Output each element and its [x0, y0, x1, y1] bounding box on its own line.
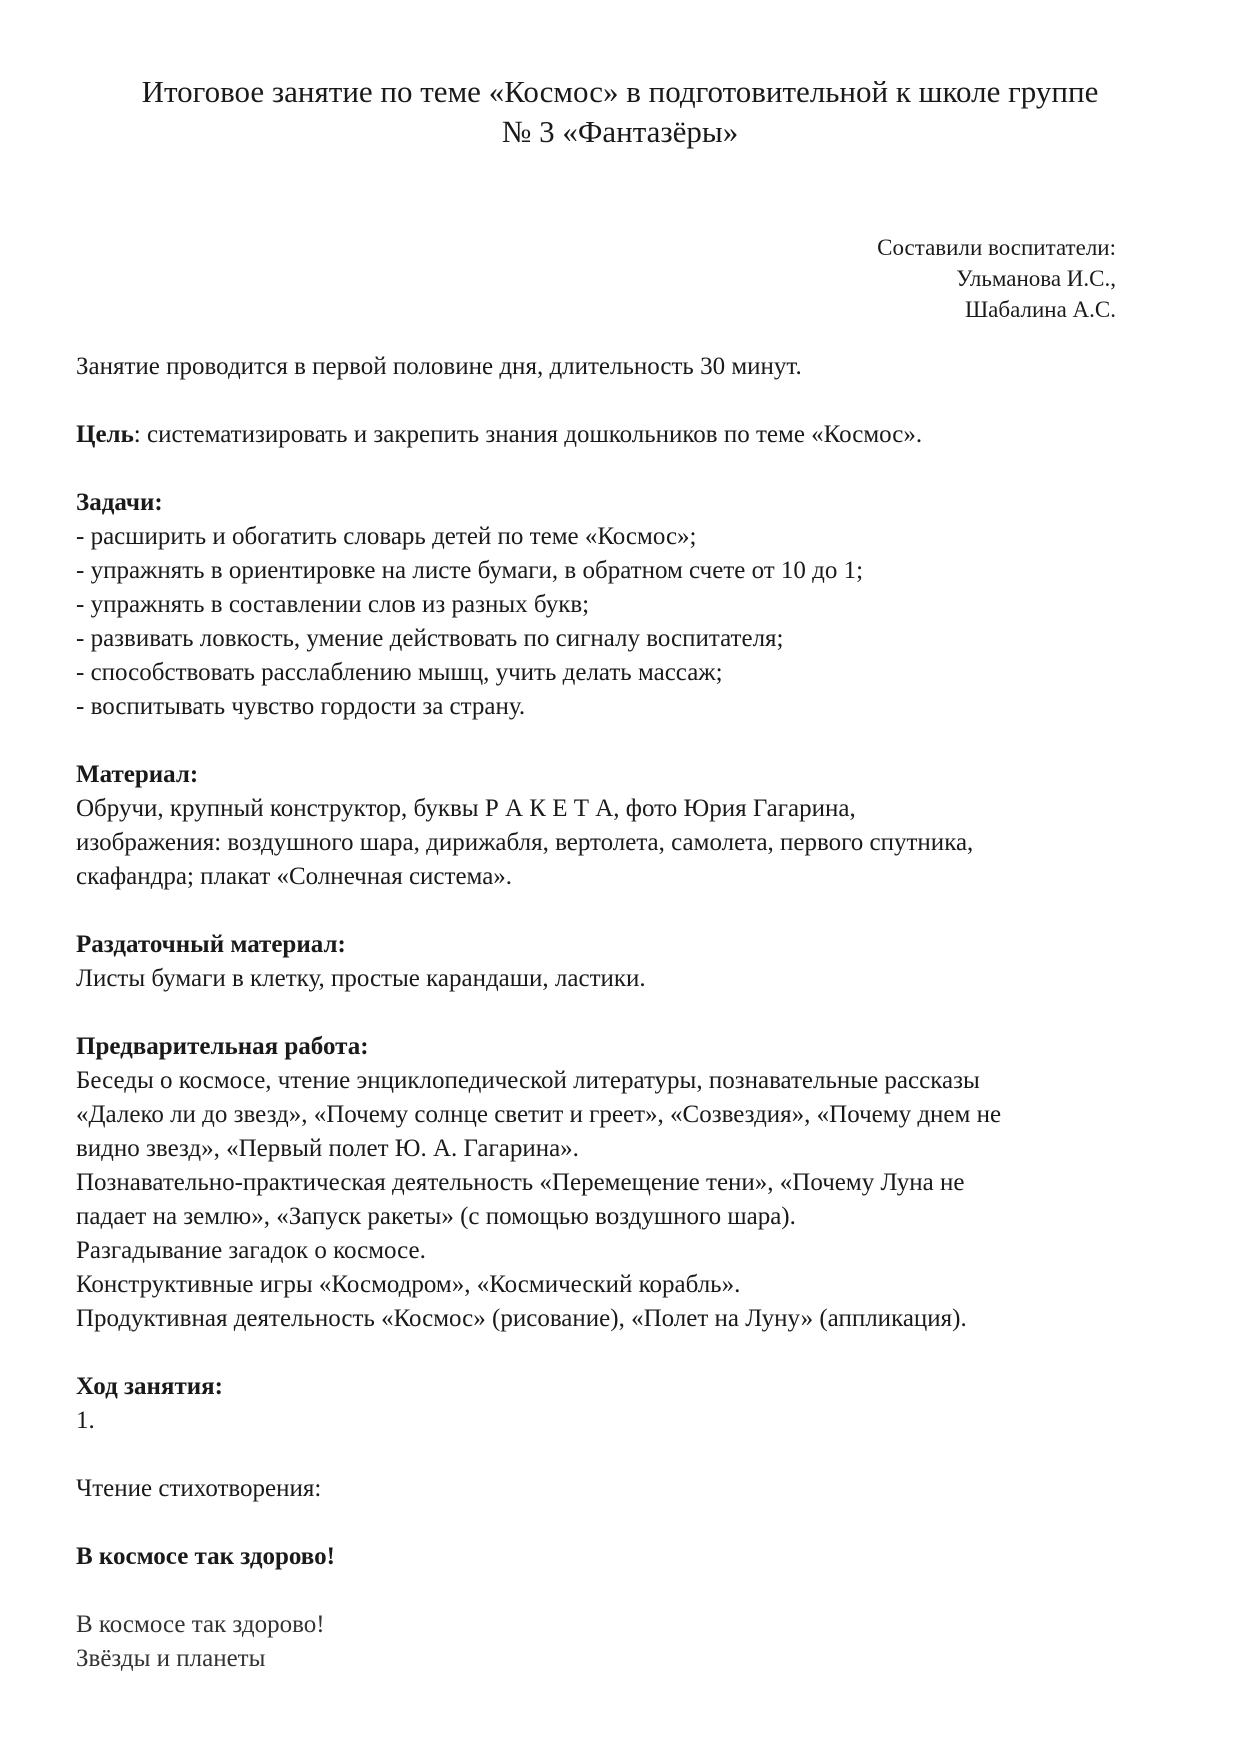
- material-line: Обручи, крупный конструктор, буквы Р А К Е Т А, фото Юрия Гагарина,: [76, 795, 856, 822]
- task-item: - упражнять в составлении слов из разных букв;: [76, 591, 590, 618]
- poem-title: В космосе так здорово!: [76, 1543, 335, 1570]
- prework-line: Продуктивная деятельность «Космос» (рисование), «Полет на Луну» (аппликация).: [76, 1305, 967, 1332]
- prework-line: Беседы о космосе, чтение энциклопедической литературы, познавательные рассказы: [76, 1067, 980, 1094]
- reading-label: Чтение стихотворения:: [76, 1475, 322, 1502]
- intro-paragraph: Занятие проводится в первой половине дня, длительность 30 минут.: [76, 353, 802, 380]
- title-line-1: Итоговое занятие по теме «Космос» в подготовительной к школе группе: [141, 74, 1099, 109]
- prework-line: Конструктивные игры «Космодром», «Космический корабль».: [76, 1271, 741, 1298]
- document-body: [76, 350, 1166, 1676]
- handout-heading: Раздаточный материал:: [76, 931, 346, 958]
- material-line: скафандра; плакат «Солнечная система».: [76, 863, 513, 890]
- author-name: Ульманова И.С.,: [956, 266, 1116, 291]
- material-line: изображения: воздушного шара, дирижабля, вертолета, самолета, первого спутника,: [76, 829, 974, 856]
- task-item: - способствовать расслаблению мышц, учить делать массаж;: [76, 659, 723, 686]
- prework-line: видно звезд», «Первый полет Ю. А. Гагарина».: [76, 1135, 579, 1162]
- course-heading: Ход занятия:: [76, 1373, 223, 1400]
- title-line-2: № 3 «Фантазёры»: [501, 114, 739, 149]
- prework-heading: Предварительная работа:: [76, 1033, 369, 1060]
- task-item: - упражнять в ориентировке на листе бумаги, в обратном счете от 10 до 1;: [76, 557, 864, 584]
- task-item: - развивать ловкость, умение действовать по сигналу воспитателя;: [76, 625, 784, 652]
- course-step-number: 1.: [76, 1407, 95, 1434]
- goal-paragraph: [76, 418, 1166, 452]
- poem-line: В космосе так здорово!: [76, 1611, 325, 1638]
- task-item: - воспитывать чувство гордости за страну.: [76, 693, 526, 720]
- prework-line: Познавательно-практическая деятельность «Перемещение тени», «Почему Луна не: [76, 1169, 965, 1196]
- tasks-heading: Задачи:: [76, 489, 163, 516]
- task-item: - расширить и обогатить словарь детей по теме «Космос»;: [76, 523, 697, 550]
- prework-line: Разгадывание загадок о космосе.: [76, 1237, 426, 1264]
- goal-label: Цель: [76, 421, 134, 448]
- prework-line: падает на землю», «Запуск ракеты» (с помощью воздушного шара).: [76, 1203, 796, 1230]
- prework-line: «Далеко ли до звезд», «Почему солнце светит и греет», «Созвездия», «Почему днем не: [76, 1101, 1002, 1128]
- authors-label: Составили воспитатели:: [877, 235, 1116, 260]
- material-heading: Материал:: [76, 761, 199, 788]
- poem-line: Звёзды и планеты: [76, 1645, 266, 1672]
- authors-block: [877, 232, 1116, 325]
- handout-line: Листы бумаги в клетку, простые карандаши, ластики.: [76, 965, 646, 992]
- goal-text: : систематизировать и закрепить знания дошкольников по теме «Космос».: [133, 421, 923, 448]
- document-title: [0, 72, 1240, 152]
- author-name: Шабалина А.С.: [964, 297, 1116, 322]
